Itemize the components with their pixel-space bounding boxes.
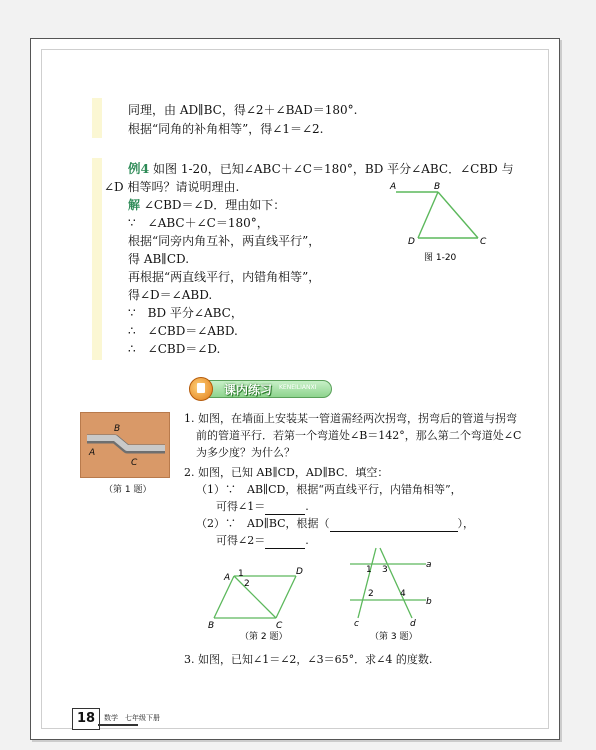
pipe-label-b: B — [114, 424, 121, 434]
q2-label-b: B — [208, 621, 215, 631]
q2-part2-a-text: （2）∵ AD∥BC，根据（ — [196, 517, 330, 530]
q3-label-3: 3 — [382, 565, 388, 575]
q2-part2-b-text: 可得∠2＝ — [216, 534, 266, 547]
example-statement-1: 如图 1-20，已知∠ABC＋∠C＝180°，BD 平分∠ABC．∠CBD 与 — [153, 162, 514, 176]
q3-label-c: c — [354, 619, 359, 629]
q2-label-a: A — [224, 573, 231, 583]
q3-line-1: 3. 如图，已知∠1＝∠2，∠3＝65°．求∠4 的度数. — [184, 653, 433, 666]
q2-label-d: D — [296, 567, 303, 577]
q3-label-4: 4 — [400, 589, 406, 599]
solution-step-9: ∴ ∠CBD＝∠D. — [128, 342, 221, 356]
q2-label-2: 2 — [244, 579, 250, 589]
q3-caption: （第 3 题） — [370, 632, 418, 642]
fig-label-a: A — [390, 182, 397, 192]
q3-label-2: 2 — [368, 589, 374, 599]
q1-line-3: 为多少度？为什么？ — [196, 446, 295, 459]
solution-step-2: ∵ ∠ABC＋∠C＝180°， — [128, 216, 269, 230]
example-line-1 — [128, 160, 514, 178]
margin-highlight-top — [92, 98, 102, 138]
line-bd — [418, 192, 438, 238]
margin-highlight-example — [92, 158, 102, 360]
q3-line-c — [358, 548, 376, 618]
q1-line-2: 前的管道平行．若第一个弯道处∠B＝142°，那么第二个弯道处∠C — [196, 429, 522, 442]
solution-step-text: ∠CBD＝∠D．理由如下： — [143, 198, 286, 212]
q2-line-dc — [276, 576, 296, 618]
top-line-2: 根据“同角的补角相等”，得∠1＝∠2. — [128, 122, 324, 136]
example-label: 例4 — [128, 161, 150, 176]
q3-label-a: a — [426, 560, 432, 570]
section-title: 课内练习 — [224, 383, 273, 397]
figure-1-20 — [388, 180, 498, 264]
pipe-photo — [80, 412, 170, 478]
q2-label-1: 1 — [238, 569, 244, 579]
fig-label-d: D — [408, 237, 415, 247]
q2-part1-b-text: 可得∠1＝ — [216, 500, 266, 513]
solution-step-7: ∵ BD 平分∠ABC， — [128, 306, 243, 320]
line-bc — [438, 192, 478, 238]
q3-line-d — [380, 548, 412, 618]
q2-part2-b: 可得∠2＝ . — [216, 534, 309, 547]
answer-blank-reason[interactable] — [330, 519, 458, 532]
q1-line-1: 1. 如图，在墙面上安装某一管道需经两次拐弯，拐弯后的管道与拐弯 — [184, 412, 517, 425]
footer-book-title: 数学 七年级下册 — [104, 714, 160, 722]
answer-blank-1[interactable] — [265, 502, 305, 515]
section-banner — [196, 380, 332, 398]
answer-blank-2[interactable] — [265, 536, 305, 549]
solution-step-5: 再根据“两直线平行，内错角相等”， — [128, 270, 321, 284]
q2-caption: （第 2 题） — [240, 632, 288, 642]
pipe-illustration — [81, 413, 169, 477]
footer-rule — [98, 724, 138, 726]
solution-step-1 — [128, 196, 285, 214]
top-line-1: 同理，由 AD∥BC，得∠2＋∠BAD＝180°. — [128, 103, 358, 117]
q1-caption: （第 1 题） — [104, 485, 152, 495]
solution-step-6: 得∠D＝∠ABD. — [128, 288, 213, 302]
figure-q3 — [344, 546, 444, 644]
solution-step-3: 根据“同旁内角互补，两直线平行”， — [128, 234, 321, 248]
q3-label-1: 1 — [366, 565, 372, 575]
example-line-2: ∠D 相等吗？请说明理由. — [104, 180, 240, 194]
figure-q2 — [204, 560, 316, 644]
pipe-label-a: A — [89, 448, 96, 458]
section-subtitle: KENEILIANXI — [279, 384, 317, 391]
q2-line-ac — [234, 576, 276, 618]
fig-caption: 图 1-20 — [424, 253, 457, 263]
fig-label-b: B — [434, 182, 441, 192]
solution-label: 解 — [128, 198, 141, 212]
q2-line-1: 2. 如图，已知 AB∥CD，AD∥BC．填空： — [184, 466, 389, 479]
q3-label-b: b — [426, 597, 432, 607]
page-number: 18 — [72, 708, 100, 730]
fig-label-c: C — [480, 237, 487, 247]
q3-label-d: d — [410, 619, 416, 629]
q2-label-c: C — [276, 621, 283, 631]
pipe-label-c: C — [131, 458, 138, 468]
q2-part2-close: ）， — [457, 517, 475, 530]
q2-part1-b: 可得∠1＝ . — [216, 500, 309, 513]
solution-step-4: 得 AB∥CD. — [128, 252, 190, 266]
solution-step-8: ∴ ∠CBD＝∠ABD. — [128, 324, 238, 338]
q2-part2-a — [196, 515, 474, 532]
exercise-book-icon — [189, 377, 213, 401]
q2-part1-a: （1）∵ AB∥CD，根据“两直线平行，内错角相等”， — [196, 483, 462, 496]
